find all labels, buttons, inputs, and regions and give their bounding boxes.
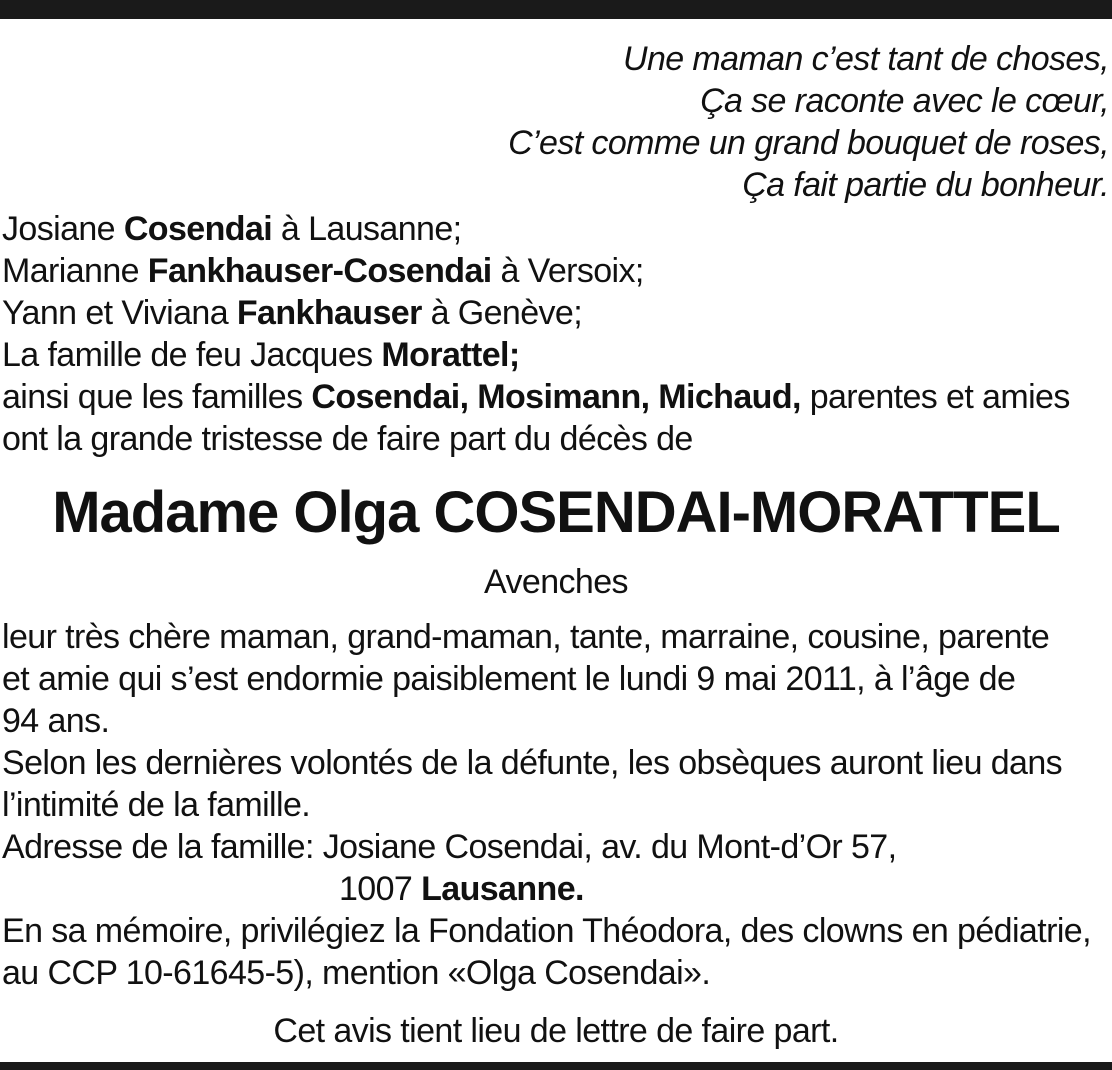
family-line xyxy=(2,292,1109,334)
family-line-suffix: à Genève; xyxy=(421,294,583,332)
family-line xyxy=(2,208,1109,250)
family-line-prefix: Josiane xyxy=(2,210,124,248)
family-line-suffix: à Lausanne; xyxy=(272,210,462,248)
poem xyxy=(508,38,1109,206)
body-line: 94 ans. xyxy=(2,702,110,740)
bottom-border-rule xyxy=(0,1062,1112,1070)
notice-body xyxy=(2,616,1109,994)
body-line: En sa mémoire, privilégiez la Fondation Théodora, des clowns en pédiatrie, xyxy=(2,912,1091,950)
address-city: Lausanne. xyxy=(421,870,584,908)
family-name: Morattel; xyxy=(381,336,520,374)
announcement-line: ont la grande tristesse de faire part du décès de xyxy=(2,420,693,458)
body-line: leur très chère maman, grand-maman, tante, marraine, cousine, parente xyxy=(2,618,1050,656)
family-name: Fankhauser-Cosendai xyxy=(147,252,492,290)
family-name: Cosendai xyxy=(123,210,273,248)
deceased-name: Madame Olga COSENDAI-MORATTEL xyxy=(52,480,1060,545)
poem-line: C’est comme un grand bouquet de roses, xyxy=(508,124,1109,162)
address-line: Adresse de la famille: Josiane Cosendai, av. du Mont-d’Or 57, xyxy=(2,828,897,866)
family-line xyxy=(2,376,1109,418)
family-line-prefix: Marianne xyxy=(2,252,148,290)
family-line xyxy=(2,250,1109,292)
body-line: l’intimité de la famille. xyxy=(2,786,311,824)
family-name: Fankhauser xyxy=(236,294,422,332)
body-line: et amie qui s’est endormie paisiblement le lundi 9 mai 2011, à l’âge de xyxy=(2,660,1016,698)
family-line-prefix: La famille de feu Jacques xyxy=(2,336,382,374)
top-border-rule xyxy=(0,0,1112,19)
poem-line: Ça fait partie du bonheur. xyxy=(742,166,1109,204)
closing-line: Cet avis tient lieu de lettre de faire part. xyxy=(273,1012,839,1050)
address-zip: 1007 xyxy=(339,870,422,908)
family-line-prefix: ainsi que les familles xyxy=(2,378,312,416)
body-line: Selon les dernières volontés de la défunte, les obsèques auront lieu dans xyxy=(2,744,1063,782)
family-name: Cosendai, Mosimann, Michaud, xyxy=(311,378,801,416)
family-list xyxy=(2,208,1109,460)
deceased-place: Avenches xyxy=(484,563,628,601)
poem-line: Une maman c’est tant de choses, xyxy=(623,40,1109,78)
family-line xyxy=(2,334,1109,376)
family-line-suffix: à Versoix; xyxy=(491,252,644,290)
body-line: au CCP 10-61645-5), mention «Olga Cosendai». xyxy=(2,954,711,992)
family-line-suffix: parentes et amies xyxy=(800,378,1070,416)
address-city-line xyxy=(2,868,1109,910)
family-line-prefix: Yann et Viviana xyxy=(2,294,237,332)
poem-line: Ça se raconte avec le cœur, xyxy=(700,82,1109,120)
